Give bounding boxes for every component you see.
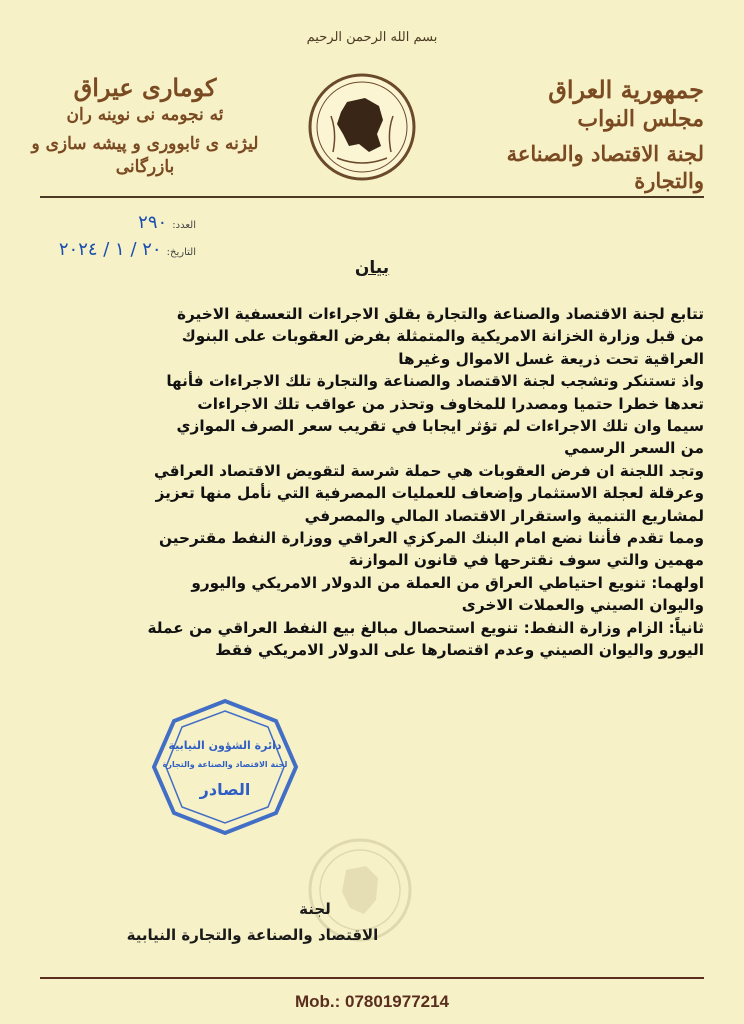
signature-block <box>90 896 390 948</box>
body-line: من السعر الرسمي <box>564 439 704 458</box>
body-line: من قبل وزارة الخزانة الامريكية والمتمثلة بفرض العقوبات على البنوك <box>181 327 704 346</box>
body-line: العراقية تحت ذريعة غسل الاموال وغيرها <box>398 349 704 368</box>
letterhead-kurdish-country: كوماری عیراق <box>73 73 217 102</box>
body-line: اليورو واليوان الصيني وعدم اقتصارها على الدولار الامريكي فقط <box>215 641 704 660</box>
stamp-line-3: الصادر <box>199 780 251 799</box>
parliament-emblem-logo <box>307 72 417 182</box>
letterhead-divider <box>40 196 704 198</box>
reference-date-label: التاريخ: <box>166 247 196 258</box>
official-stamp <box>150 697 300 837</box>
body-line: لمشاريع التنمية واستقرار الاقتصاد المالي والمصرفي <box>304 506 704 525</box>
reference-number-label: العدد: <box>172 220 196 231</box>
statement-title: بيان <box>354 258 390 278</box>
body-line: واليوان الصيني والعملات الاخرى <box>461 596 704 615</box>
letterhead-committee: لجنة الاقتصاد والصناعة والتجارة <box>506 140 704 194</box>
letterhead-country: جمهورية العراق <box>548 75 704 104</box>
reference-date <box>46 239 196 260</box>
basmala: بسم الله الرحمن الرحيم <box>306 30 438 45</box>
reference-number-value: ٢٩٠ <box>138 212 168 233</box>
body-line: واذ تستنكر وتشجب لجنة الاقتصاد والصناعة والتجارة تلك الاجراءات فأنها <box>166 372 704 391</box>
reference-date-value: ٢٠ / ١ / ٢٠٢٤ <box>58 239 162 260</box>
body-line: اولهما: تنويع احتياطي العراق من العملة من الدولار الامريكي واليورو <box>191 573 704 592</box>
body-line: وتجد اللجنة ان فرض العقوبات هي حملة شرسة لتقويض الاقتصاد العراقي <box>153 461 704 480</box>
body-line: مهمين والتي سوف نقترحها في قانون الموازنة <box>348 551 704 570</box>
letterhead-council: مجلس النواب <box>577 106 704 133</box>
footer-mobile: Mob.: 07801977214 <box>294 992 450 1011</box>
body-line: سيما وان تلك الاجراءات لم تؤثر ايجابا في تقريب سعر الصرف الموازي <box>176 417 704 436</box>
stamp-line-2: لجنة الاقتصاد والصناعة والتجارة <box>162 760 288 769</box>
signature-line-1: لجنة <box>299 900 331 918</box>
reference-number <box>46 212 196 233</box>
body-line: تعدها خطرا حتميا ومصدرا للمخاوف وتحذر من عواقب تلك الاجراءات <box>197 394 704 413</box>
signature-line-2: الاقتصاد والصناعة والتجارة النيابية <box>126 926 379 944</box>
letterhead-kurdish-committee: لیژنه ی ئابووری و پیشه سازی و بازرگانی <box>31 134 259 178</box>
body-line: تتابع لجنة الاقتصاد والصناعة والتجارة بقلق الاجراءات التعسفية الاخيرة <box>176 305 704 323</box>
stamp-line-1: دائرة الشؤون النيابية <box>168 739 282 752</box>
footer-divider <box>40 977 704 979</box>
letterhead-arabic <box>474 74 704 194</box>
body-line: وعرقلة لعجلة الاستثمار وإضعاف للعمليات المصرفية التي نأمل منها تعزيز <box>155 484 704 503</box>
statement-body <box>64 303 704 662</box>
letterhead-kurdish <box>30 72 260 179</box>
body-line: ومما تقدم فأننا نضع امام البنك المركزي العراقي ووزارة النفط مقترحين <box>158 529 704 548</box>
letterhead-kurdish-council: ئه نجومه نی نوینه ران <box>66 105 224 126</box>
body-line: ثانياً: الزام وزارة النفط: تنويع استحصال مبالغ بيع النفط العراقي من عملة <box>147 618 704 637</box>
